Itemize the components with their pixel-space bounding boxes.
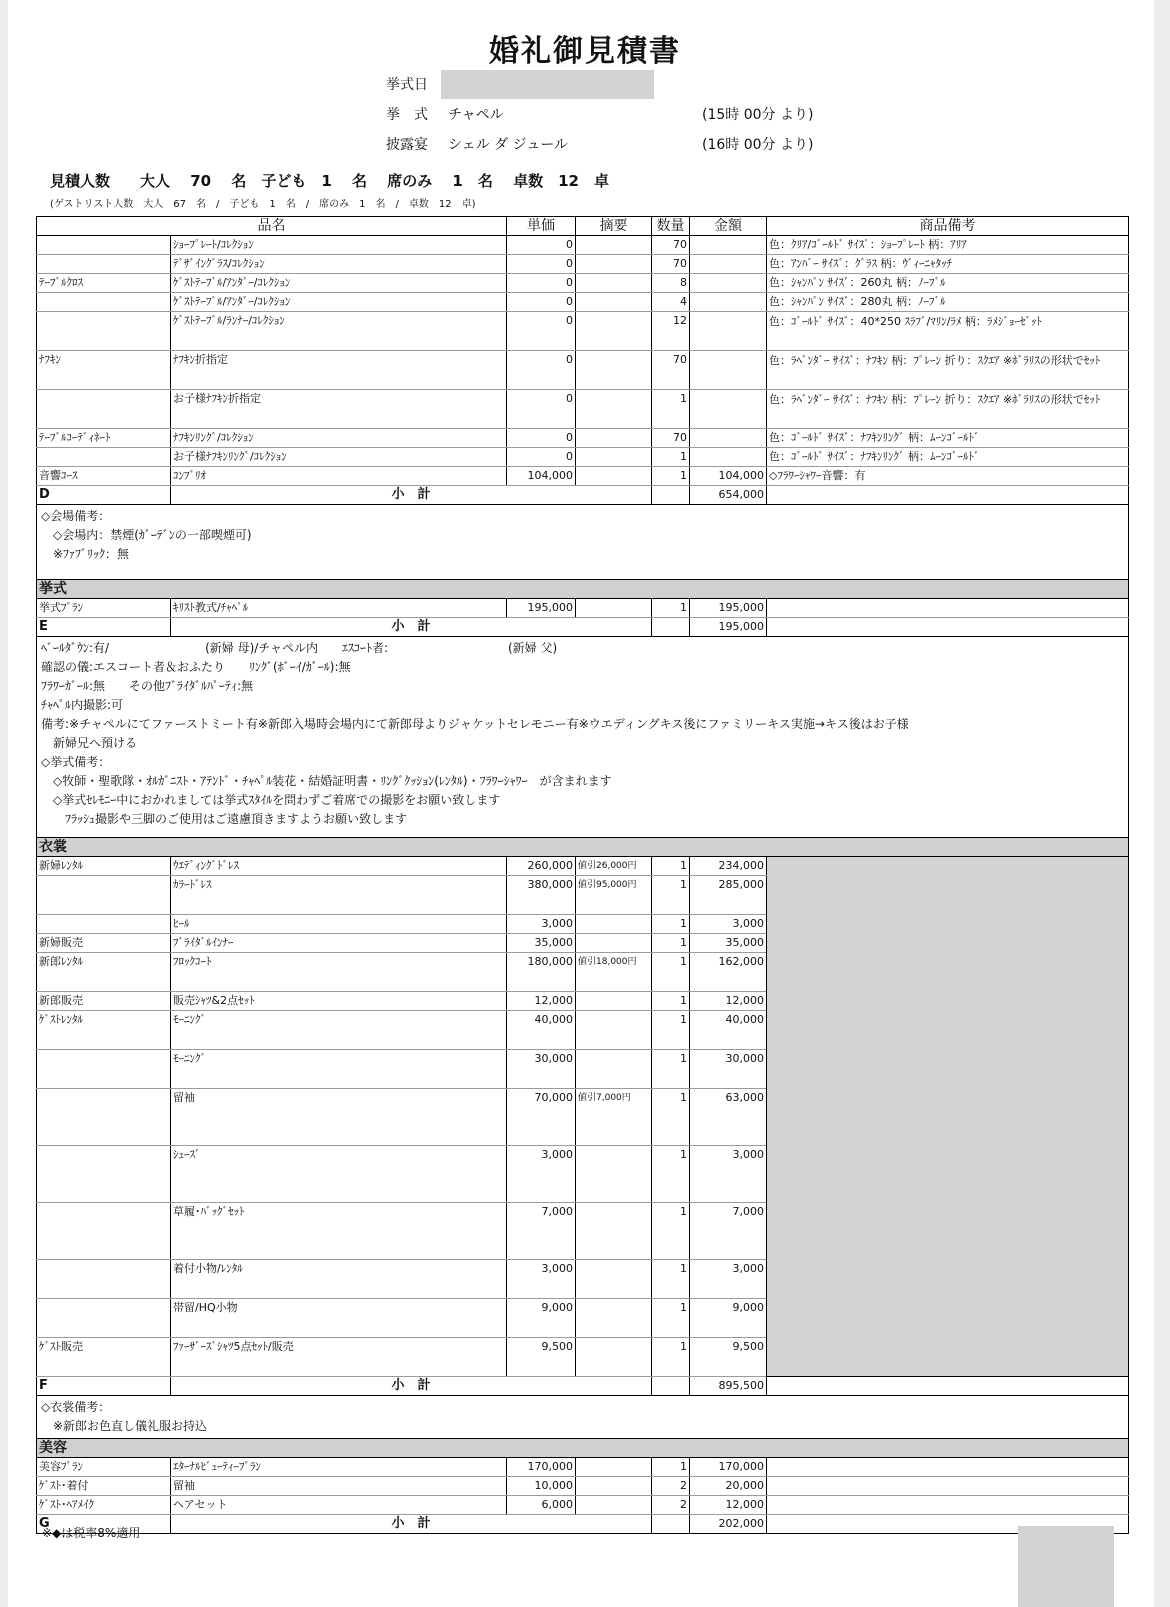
row-category: 新婦販売 bbox=[37, 934, 171, 953]
notes-row bbox=[37, 505, 1129, 580]
row-quantity: 1 bbox=[652, 1458, 690, 1477]
section-notes: ◇衣裳備考： ※新郎お色直し儀礼服お持込 bbox=[37, 1396, 1129, 1439]
row-unit-price: 9,500 bbox=[507, 1338, 576, 1377]
row-summary bbox=[576, 312, 652, 351]
row-amount: 12,000 bbox=[690, 1496, 767, 1515]
row-unit-price: 3,000 bbox=[507, 1260, 576, 1299]
subtotal-spacer bbox=[652, 1515, 690, 1534]
ceremony-time: (15時 00分 より) bbox=[702, 107, 814, 123]
table-row bbox=[37, 467, 1129, 486]
row-item-name: ﾓｰﾆﾝｸﾞ bbox=[171, 1050, 507, 1089]
row-unit-price: 7,000 bbox=[507, 1203, 576, 1260]
row-category: 新郎ﾚﾝﾀﾙ bbox=[37, 953, 171, 992]
row-quantity: 2 bbox=[652, 1496, 690, 1515]
row-summary bbox=[576, 1496, 652, 1515]
row-unit-price: 0 bbox=[507, 312, 576, 351]
row-item-name: ﾌﾞﾗｲﾀﾞﾙｲﾝﾅｰ bbox=[171, 934, 507, 953]
subtotal-spacer bbox=[652, 1377, 690, 1396]
page-edge-left bbox=[0, 0, 8, 1607]
row-remarks: 色：ﾗﾍﾞﾝﾀﾞｰ ｻｲｽﾞ：ﾅﾌｷﾝ 柄：ﾌﾟﾚｰﾝ 折り：ｽｸｴｱ ※ﾎﾞﾗﾘｽの形状でｾｯﾄ bbox=[767, 351, 1129, 390]
table-row bbox=[37, 857, 1129, 876]
subtotal-row bbox=[37, 1377, 1129, 1396]
row-unit-price: 6,000 bbox=[507, 1496, 576, 1515]
row-quantity: 1 bbox=[652, 448, 690, 467]
row-unit-price: 0 bbox=[507, 429, 576, 448]
row-quantity: 2 bbox=[652, 1477, 690, 1496]
row-category bbox=[37, 1299, 171, 1338]
row-item-name: ﾌﾛｯｸｺｰﾄ bbox=[171, 953, 507, 992]
reception-venue: シェル ダ ジュール bbox=[448, 137, 569, 153]
row-item-name: ﾅﾌｷﾝ折指定 bbox=[171, 351, 507, 390]
row-item-name: ｷﾘｽﾄ教式/ﾁｬﾍﾟﾙ bbox=[171, 599, 507, 618]
row-unit-price: 30,000 bbox=[507, 1050, 576, 1089]
section-title: 挙式 bbox=[37, 580, 1129, 599]
document-title: 婚礼御見積書 bbox=[489, 34, 681, 69]
row-item-name: 草履･ﾊﾞｯｸﾞｾｯﾄ bbox=[171, 1203, 507, 1260]
table-row bbox=[37, 236, 1129, 255]
row-summary: 値引95,000円 bbox=[576, 876, 652, 915]
subtotal-amount: 202,000 bbox=[690, 1515, 767, 1534]
row-unit-price: 104,000 bbox=[507, 467, 576, 486]
col-header-price: 単価 bbox=[507, 217, 576, 236]
col-header-remark: 商品備考 bbox=[767, 217, 1129, 236]
row-amount: 20,000 bbox=[690, 1477, 767, 1496]
table-row bbox=[37, 274, 1129, 293]
row-summary bbox=[576, 1011, 652, 1050]
row-amount: 195,000 bbox=[690, 599, 767, 618]
subtotal-label: 小 計 bbox=[171, 1515, 652, 1534]
section-notes: ◇会場備考： ◇会場内：禁煙(ｶﾞｰﾃﾞﾝの一部喫煙可) ※ﾌｧﾌﾞﾘｯｸ：無 bbox=[37, 505, 1129, 580]
row-category bbox=[37, 255, 171, 274]
subtotal-amount: 895,500 bbox=[690, 1377, 767, 1396]
row-item-name: ｹﾞｽﾄﾃｰﾌﾞﾙ/ｱﾝﾀﾞｰ/ｺﾚｸｼｮﾝ bbox=[171, 274, 507, 293]
row-amount: 7,000 bbox=[690, 1203, 767, 1260]
row-amount bbox=[690, 293, 767, 312]
row-unit-price: 0 bbox=[507, 351, 576, 390]
row-unit-price: 12,000 bbox=[507, 992, 576, 1011]
row-item-name: 留袖 bbox=[171, 1089, 507, 1146]
row-quantity: 1 bbox=[652, 1299, 690, 1338]
tax-note: ※◆は税率8%適用 bbox=[42, 1526, 141, 1540]
subtotal-amount: 654,000 bbox=[690, 486, 767, 505]
table-row bbox=[37, 1496, 1129, 1515]
row-summary bbox=[576, 1299, 652, 1338]
row-summary bbox=[576, 1458, 652, 1477]
row-summary bbox=[576, 236, 652, 255]
ceremony-date-label: 挙式日 bbox=[386, 77, 428, 93]
row-amount bbox=[690, 236, 767, 255]
row-summary bbox=[576, 274, 652, 293]
subtotal-code: F bbox=[37, 1377, 171, 1396]
row-category bbox=[37, 1146, 171, 1203]
row-summary bbox=[576, 1203, 652, 1260]
subtotal-label: 小 計 bbox=[171, 486, 652, 505]
row-category: 美容ﾌﾟﾗﾝ bbox=[37, 1458, 171, 1477]
row-unit-price: 40,000 bbox=[507, 1011, 576, 1050]
row-summary: 値引18,000円 bbox=[576, 953, 652, 992]
row-category: ｹﾞｽﾄ･ﾍｱﾒｲｸ bbox=[37, 1496, 171, 1515]
row-quantity: 1 bbox=[652, 467, 690, 486]
row-quantity: 4 bbox=[652, 293, 690, 312]
row-amount: 30,000 bbox=[690, 1050, 767, 1089]
subtotal-code: G bbox=[37, 1515, 171, 1534]
row-category: ﾃｰﾌﾞﾙｸﾛｽ bbox=[37, 274, 171, 293]
row-quantity: 70 bbox=[652, 255, 690, 274]
row-category: ﾃｰﾌﾞﾙｺｰﾃﾞｨﾈｰﾄ bbox=[37, 429, 171, 448]
row-summary bbox=[576, 255, 652, 274]
table-row bbox=[37, 599, 1129, 618]
row-remarks: 色：ﾗﾍﾞﾝﾀﾞｰ ｻｲｽﾞ：ﾅﾌｷﾝ 柄：ﾌﾟﾚｰﾝ 折り：ｽｸｴｱ ※ﾎﾞﾗﾘｽの形状でｾｯﾄ bbox=[767, 390, 1129, 429]
row-amount: 3,000 bbox=[690, 1260, 767, 1299]
row-remarks: 色：ｱﾝﾊﾞｰ ｻｲｽﾞ：ｸﾞﾗｽ 柄：ｳﾞｨｰﾆｬﾀｯﾁ bbox=[767, 255, 1129, 274]
row-unit-price: 0 bbox=[507, 236, 576, 255]
subtotal-row bbox=[37, 486, 1129, 505]
row-summary bbox=[576, 1146, 652, 1203]
subtotal-spacer bbox=[652, 486, 690, 505]
row-item-name: ﾅﾌｷﾝﾘﾝｸﾞ/ｺﾚｸｼｮﾝ bbox=[171, 429, 507, 448]
row-amount: 40,000 bbox=[690, 1011, 767, 1050]
row-quantity: 1 bbox=[652, 599, 690, 618]
table-row bbox=[37, 255, 1129, 274]
row-amount bbox=[690, 274, 767, 293]
row-quantity: 1 bbox=[652, 953, 690, 992]
row-category: 挙式ﾌﾟﾗﾝ bbox=[37, 599, 171, 618]
row-item-name: 着付小物/ﾚﾝﾀﾙ bbox=[171, 1260, 507, 1299]
row-item-name: ヘアセット bbox=[171, 1496, 507, 1515]
row-unit-price: 35,000 bbox=[507, 934, 576, 953]
row-unit-price: 0 bbox=[507, 390, 576, 429]
row-item-name: ﾌｧｰｻﾞｰｽﾞｼｬﾂ5点ｾｯﾄ/販売 bbox=[171, 1338, 507, 1377]
row-remarks bbox=[767, 1458, 1129, 1477]
col-header-amount: 金額 bbox=[690, 217, 767, 236]
row-unit-price: 380,000 bbox=[507, 876, 576, 915]
redacted-remarks bbox=[767, 857, 1129, 1377]
row-remarks: 色：ｺﾞｰﾙﾄﾞ ｻｲｽﾞ：ﾅﾌｷﾝﾘﾝｸﾞ 柄：ﾑｰﾝｺﾞｰﾙﾄﾞ bbox=[767, 448, 1129, 467]
row-summary: 値引7,000円 bbox=[576, 1089, 652, 1146]
row-summary bbox=[576, 1338, 652, 1377]
row-summary bbox=[576, 448, 652, 467]
row-item-name: 留袖 bbox=[171, 1477, 507, 1496]
page-edge-right bbox=[1154, 0, 1170, 1607]
row-amount: 170,000 bbox=[690, 1458, 767, 1477]
row-item-name: ﾓｰﾆﾝｸﾞ bbox=[171, 1011, 507, 1050]
subtotal-row bbox=[37, 1515, 1129, 1534]
row-quantity: 1 bbox=[652, 876, 690, 915]
row-category: ﾅﾌｷﾝ bbox=[37, 351, 171, 390]
subtotal-remarks bbox=[767, 1377, 1129, 1396]
table-row bbox=[37, 429, 1129, 448]
row-category: ｹﾞｽﾄﾚﾝﾀﾙ bbox=[37, 1011, 171, 1050]
row-item-name: 帯留/HQ小物 bbox=[171, 1299, 507, 1338]
row-summary: 値引26,000円 bbox=[576, 857, 652, 876]
row-unit-price: 0 bbox=[507, 448, 576, 467]
row-summary bbox=[576, 915, 652, 934]
guestlist-headcount: (ゲストリスト人数 大人 67 名 / 子ども 1 名 / 席のみ 1 名 / 卓数 12 卓) bbox=[50, 199, 476, 210]
row-quantity: 1 bbox=[652, 1011, 690, 1050]
row-summary bbox=[576, 293, 652, 312]
row-quantity: 1 bbox=[652, 1338, 690, 1377]
row-summary bbox=[576, 467, 652, 486]
row-summary bbox=[576, 599, 652, 618]
section-header bbox=[37, 1439, 1129, 1458]
row-category bbox=[37, 876, 171, 915]
row-unit-price: 180,000 bbox=[507, 953, 576, 992]
row-remarks: 色：ｺﾞｰﾙﾄﾞ ｻｲｽﾞ：40*250 ｽﾗﾌﾞ/ﾏﾘﾝ/ﾗﾒ 柄：ﾗﾒｼﾞｮｰｾﾞｯﾄ bbox=[767, 312, 1129, 351]
subtotal-amount: 195,000 bbox=[690, 618, 767, 637]
row-amount: 285,000 bbox=[690, 876, 767, 915]
col-header-note: 摘要 bbox=[576, 217, 652, 236]
row-category: 新郎販売 bbox=[37, 992, 171, 1011]
row-category bbox=[37, 293, 171, 312]
row-item-name: ｹﾞｽﾄﾃｰﾌﾞﾙ/ｱﾝﾀﾞｰ/ｺﾚｸｼｮﾝ bbox=[171, 293, 507, 312]
row-remarks bbox=[767, 1477, 1129, 1496]
reception-label: 披露宴 bbox=[386, 137, 428, 153]
row-item-name: ｼｭｰｽﾞ bbox=[171, 1146, 507, 1203]
col-header-qty: 数量 bbox=[652, 217, 690, 236]
row-quantity: 1 bbox=[652, 915, 690, 934]
row-category bbox=[37, 236, 171, 255]
row-summary bbox=[576, 992, 652, 1011]
notes-row bbox=[37, 637, 1129, 838]
row-amount: 9,000 bbox=[690, 1299, 767, 1338]
row-category bbox=[37, 448, 171, 467]
subtotal-code: D bbox=[37, 486, 171, 505]
subtotal-remarks bbox=[767, 618, 1129, 637]
row-quantity: 1 bbox=[652, 1089, 690, 1146]
table-row bbox=[37, 312, 1129, 351]
row-quantity: 1 bbox=[652, 1050, 690, 1089]
row-unit-price: 3,000 bbox=[507, 915, 576, 934]
row-category: 音響ｺｰｽ bbox=[37, 467, 171, 486]
row-unit-price: 260,000 bbox=[507, 857, 576, 876]
table-row bbox=[37, 390, 1129, 429]
row-amount bbox=[690, 351, 767, 390]
subtotal-remarks bbox=[767, 486, 1129, 505]
row-unit-price: 70,000 bbox=[507, 1089, 576, 1146]
row-item-name: お子様ﾅﾌｷﾝﾘﾝｸﾞ/ｺﾚｸｼｮﾝ bbox=[171, 448, 507, 467]
row-item-name: ｹﾞｽﾄﾃｰﾌﾞﾙ/ﾗﾝﾅｰ/ｺﾚｸｼｮﾝ bbox=[171, 312, 507, 351]
row-summary bbox=[576, 351, 652, 390]
row-category bbox=[37, 390, 171, 429]
row-quantity: 70 bbox=[652, 429, 690, 448]
row-item-name: ｳｴﾃﾞｨﾝｸﾞﾄﾞﾚｽ bbox=[171, 857, 507, 876]
row-amount: 3,000 bbox=[690, 1146, 767, 1203]
table-row bbox=[37, 1458, 1129, 1477]
row-summary bbox=[576, 429, 652, 448]
table-header bbox=[37, 217, 1129, 236]
row-item-name: ﾋｰﾙ bbox=[171, 915, 507, 934]
row-category bbox=[37, 1050, 171, 1089]
subtotal-label: 小 計 bbox=[171, 618, 652, 637]
row-category bbox=[37, 915, 171, 934]
row-category bbox=[37, 1089, 171, 1146]
row-category: ｹﾞｽﾄ･着付 bbox=[37, 1477, 171, 1496]
reception-time: (16時 00分 より) bbox=[702, 137, 814, 153]
row-unit-price: 10,000 bbox=[507, 1477, 576, 1496]
row-unit-price: 195,000 bbox=[507, 599, 576, 618]
row-amount bbox=[690, 448, 767, 467]
row-remarks: 色：ｸﾘｱ/ｺﾞｰﾙﾄﾞ ｻｲｽﾞ：ｼｮｰﾌﾟﾚｰﾄ 柄：ｱﾘｱ bbox=[767, 236, 1129, 255]
table-row bbox=[37, 448, 1129, 467]
row-unit-price: 9,000 bbox=[507, 1299, 576, 1338]
row-remarks: 色：ｼｬﾝﾊﾟﾝ ｻｲｽﾞ：260丸 柄：ﾉｰﾌﾞﾙ bbox=[767, 274, 1129, 293]
row-item-name: ｼｮｰﾌﾟﾚｰﾄ/ｺﾚｸｼｮﾝ bbox=[171, 236, 507, 255]
row-amount: 162,000 bbox=[690, 953, 767, 992]
redacted-corner bbox=[1018, 1526, 1114, 1607]
row-summary bbox=[576, 934, 652, 953]
row-item-name: ﾃﾞｻﾞｲﾝｸﾞﾗｽ/ｺﾚｸｼｮﾝ bbox=[171, 255, 507, 274]
table-row bbox=[37, 1477, 1129, 1496]
row-amount: 3,000 bbox=[690, 915, 767, 934]
row-category bbox=[37, 1260, 171, 1299]
row-unit-price: 0 bbox=[507, 255, 576, 274]
row-summary bbox=[576, 1260, 652, 1299]
table-row bbox=[37, 351, 1129, 390]
row-quantity: 1 bbox=[652, 992, 690, 1011]
row-quantity: 12 bbox=[652, 312, 690, 351]
estimate-table bbox=[36, 216, 1129, 1534]
row-remarks: 色：ｺﾞｰﾙﾄﾞ ｻｲｽﾞ：ﾅﾌｷﾝﾘﾝｸﾞ 柄：ﾑｰﾝｺﾞｰﾙﾄﾞ bbox=[767, 429, 1129, 448]
section-header bbox=[37, 580, 1129, 599]
row-quantity: 70 bbox=[652, 236, 690, 255]
row-summary bbox=[576, 390, 652, 429]
row-quantity: 1 bbox=[652, 934, 690, 953]
row-item-name: 販売ｼｬﾂ&2点ｾｯﾄ bbox=[171, 992, 507, 1011]
row-item-name: ｶﾗｰﾄﾞﾚｽ bbox=[171, 876, 507, 915]
row-summary bbox=[576, 1477, 652, 1496]
row-remarks bbox=[767, 1496, 1129, 1515]
row-remarks: 色：ｼｬﾝﾊﾟﾝ ｻｲｽﾞ：280丸 柄：ﾉｰﾌﾞﾙ bbox=[767, 293, 1129, 312]
redacted-date bbox=[441, 70, 654, 99]
section-notes: ﾍﾞｰﾙﾀﾞｳﾝ:有/ (新婦 母)/チャペル内 ｴｽｺｰﾄ者: (新婦 父) 確認の儀:エスコート者＆おふたり ﾘﾝｸﾞ(ﾎﾞｰｲ/ｶﾞｰﾙ):無 ﾌﾗﾜｰｶﾞｰﾙ:無 その他ﾌﾞﾗｲﾀﾞﾙﾊﾟｰﾃｨ:無 ﾁｬﾍﾟﾙ内撮影:可 備考:※チャペルにてファーストミート有※新郎入場時会場内にて新郎母よりジャケットセレモニー有※ウエディングキス後にファミリーキス実施→キス後はお子様 新婦兄へ預ける ◇挙式備考： ◇牧師・聖歌隊・ｵﾙｶﾞﾆｽﾄ・ｱﾃﾝﾄﾞ・ﾁｬﾍﾟﾙ装花・結婚証明書・ﾘﾝｸﾞｸｯｼｮﾝ(ﾚﾝﾀﾙ)・ﾌﾗﾜｰｼｬﾜｰ が含まれます ◇挙式ｾﾚﾓﾆｰ中におかれましては挙式ｽﾀｲﾙを問わずご着席での撮影をお願い致します ﾌﾗｯｼｭ撮影や三脚のご使用はご遠慮頂きますようお願い致します bbox=[37, 637, 1129, 838]
col-header-item: 品名 bbox=[37, 217, 507, 236]
notes-row bbox=[37, 1396, 1129, 1439]
subtotal-spacer bbox=[652, 618, 690, 637]
row-unit-price: 170,000 bbox=[507, 1458, 576, 1477]
row-quantity: 8 bbox=[652, 274, 690, 293]
row-amount bbox=[690, 429, 767, 448]
row-remarks bbox=[767, 599, 1129, 618]
subtotal-row bbox=[37, 618, 1129, 637]
subtotal-code: E bbox=[37, 618, 171, 637]
row-unit-price: 3,000 bbox=[507, 1146, 576, 1203]
section-header bbox=[37, 838, 1129, 857]
ceremony-venue: チャペル bbox=[448, 107, 504, 123]
estimate-headcount: 見積人数 大人 70 名 子ども 1 名 席のみ 1 名 卓数 12 卓 bbox=[50, 172, 609, 190]
row-category bbox=[37, 312, 171, 351]
row-quantity: 1 bbox=[652, 1146, 690, 1203]
row-amount: 234,000 bbox=[690, 857, 767, 876]
row-amount: 12,000 bbox=[690, 992, 767, 1011]
row-category bbox=[37, 1203, 171, 1260]
row-item-name: ｺﾝﾌﾞﾘｵ bbox=[171, 467, 507, 486]
ceremony-label: 挙 式 bbox=[386, 107, 428, 123]
row-amount bbox=[690, 390, 767, 429]
row-quantity: 1 bbox=[652, 857, 690, 876]
row-item-name: お子様ﾅﾌｷﾝ折指定 bbox=[171, 390, 507, 429]
row-quantity: 1 bbox=[652, 1260, 690, 1299]
row-quantity: 70 bbox=[652, 351, 690, 390]
row-amount bbox=[690, 255, 767, 274]
row-category: 新婦ﾚﾝﾀﾙ bbox=[37, 857, 171, 876]
table-row bbox=[37, 293, 1129, 312]
row-unit-price: 0 bbox=[507, 274, 576, 293]
row-amount: 9,500 bbox=[690, 1338, 767, 1377]
row-quantity: 1 bbox=[652, 1203, 690, 1260]
row-category: ｹﾞｽﾄ販売 bbox=[37, 1338, 171, 1377]
section-title: 美容 bbox=[37, 1439, 1129, 1458]
row-quantity: 1 bbox=[652, 390, 690, 429]
row-unit-price: 0 bbox=[507, 293, 576, 312]
row-amount: 63,000 bbox=[690, 1089, 767, 1146]
row-amount: 35,000 bbox=[690, 934, 767, 953]
row-amount bbox=[690, 312, 767, 351]
row-remarks: ◇ﾌﾗﾜｰｼｬﾜｰ音響：有 bbox=[767, 467, 1129, 486]
row-amount: 104,000 bbox=[690, 467, 767, 486]
row-item-name: ｴﾀｰﾅﾙﾋﾞｭｰﾃｨｰﾌﾟﾗﾝ bbox=[171, 1458, 507, 1477]
section-title: 衣裳 bbox=[37, 838, 1129, 857]
subtotal-label: 小 計 bbox=[171, 1377, 652, 1396]
row-summary bbox=[576, 1050, 652, 1089]
